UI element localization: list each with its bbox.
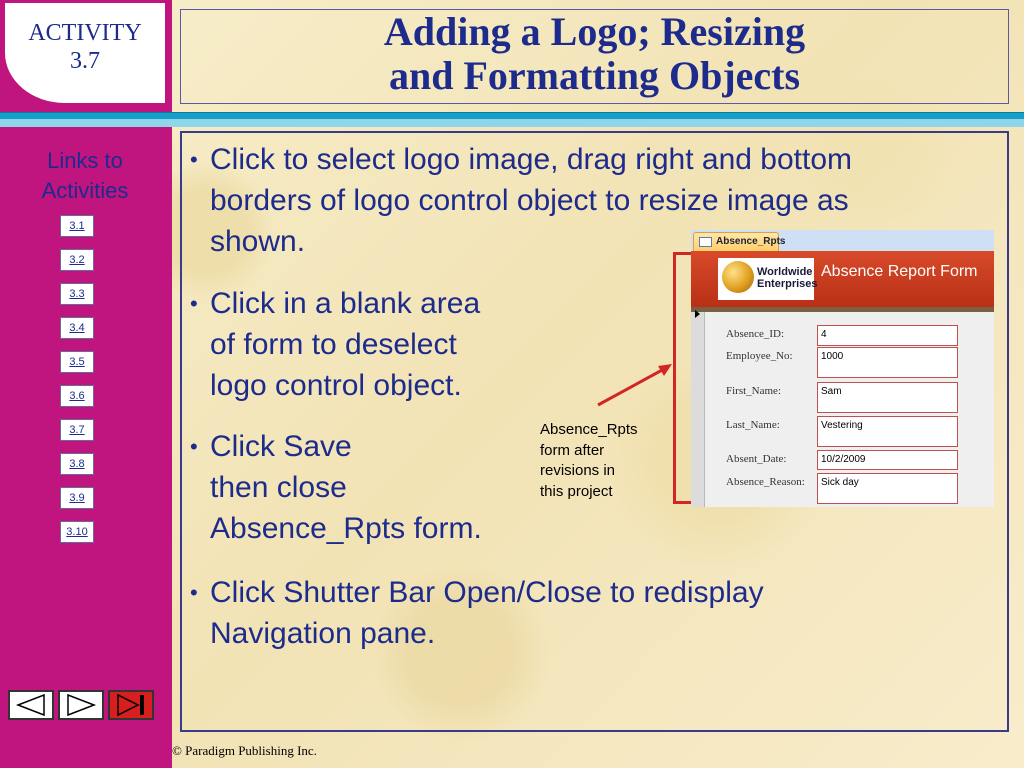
- links-title-line2: Activities: [41, 178, 129, 203]
- record-pointer-icon: [695, 310, 700, 318]
- field-label: Last_Name:: [726, 419, 780, 431]
- form-icon: [699, 237, 712, 247]
- form-screenshot: [691, 230, 994, 507]
- activity-link-3-8[interactable]: 3.8: [60, 453, 94, 475]
- activity-link-3-9[interactable]: 3.9: [60, 487, 94, 509]
- bullet-text: Click Shutter Bar Open/Close to redisplay Navigation pane.: [210, 576, 764, 650]
- field-value[interactable]: 4: [817, 325, 958, 346]
- activity-link-3-2[interactable]: 3.2: [60, 249, 94, 271]
- bullet-marker: •: [190, 291, 198, 316]
- document-tab[interactable]: [693, 232, 786, 251]
- logo-control[interactable]: [718, 258, 818, 300]
- field-label: First_Name:: [726, 385, 781, 397]
- bullet-marker: •: [190, 147, 198, 172]
- screenshot-caption: Absence_Rpts form after revisions in this project: [540, 421, 638, 500]
- logo-line-2: Enterprises: [757, 278, 818, 290]
- activity-link-3-3[interactable]: 3.3: [60, 283, 94, 305]
- activity-number: 3.7: [70, 48, 100, 74]
- field-value[interactable]: 10/2/2009: [817, 450, 958, 470]
- copyright-footer: © Paradigm Publishing Inc.: [172, 743, 317, 758]
- form-header: [691, 251, 994, 307]
- field-value[interactable]: Sick day: [817, 473, 958, 504]
- title-line-1: Adding a Logo; Resizing: [383, 9, 806, 54]
- activity-label: ACTIVITY: [28, 20, 142, 46]
- title-line-2: and Formatting Objects: [388, 53, 801, 98]
- field-value[interactable]: Sam: [817, 382, 958, 413]
- field-label: Absence_ID:: [726, 328, 785, 340]
- field-label: Absence_Reason:: [726, 476, 805, 488]
- field-label: Absent_Date:: [726, 453, 787, 465]
- activity-link-3-1[interactable]: 3.1: [60, 215, 94, 237]
- document-tab-label: Absence_Rpts: [716, 236, 786, 247]
- record-selector[interactable]: [691, 312, 705, 507]
- activity-link-3-7[interactable]: 3.7: [60, 419, 94, 441]
- activity-link-3-10[interactable]: 3.10: [60, 521, 94, 543]
- activity-link-3-5[interactable]: 3.5: [60, 351, 94, 373]
- globe-icon: [722, 261, 754, 293]
- bullet-text: Click in a blank area of form to deselect logo control object.: [210, 287, 481, 402]
- logo-text: [757, 266, 818, 290]
- form-title: Absence Report Form: [821, 263, 978, 280]
- activity-link-3-6[interactable]: 3.6: [60, 385, 94, 407]
- bullet-marker: •: [190, 580, 198, 605]
- bullet-text: Click Save then close Absence_Rpts form.: [210, 430, 482, 545]
- field-value[interactable]: 1000: [817, 347, 958, 378]
- bullet-text: Click to select logo image, drag right and bottom borders of logo control object to resize image as shown.: [210, 143, 852, 258]
- activity-link-3-4[interactable]: 3.4: [60, 317, 94, 339]
- document-tab-bar: [691, 230, 994, 251]
- links-title-line1: Links to: [47, 148, 123, 173]
- field-value[interactable]: Vestering: [817, 416, 958, 447]
- field-label: Employee_No:: [726, 350, 793, 362]
- logo-line-1: Worldwide: [757, 266, 813, 278]
- bullet-marker: •: [190, 434, 198, 459]
